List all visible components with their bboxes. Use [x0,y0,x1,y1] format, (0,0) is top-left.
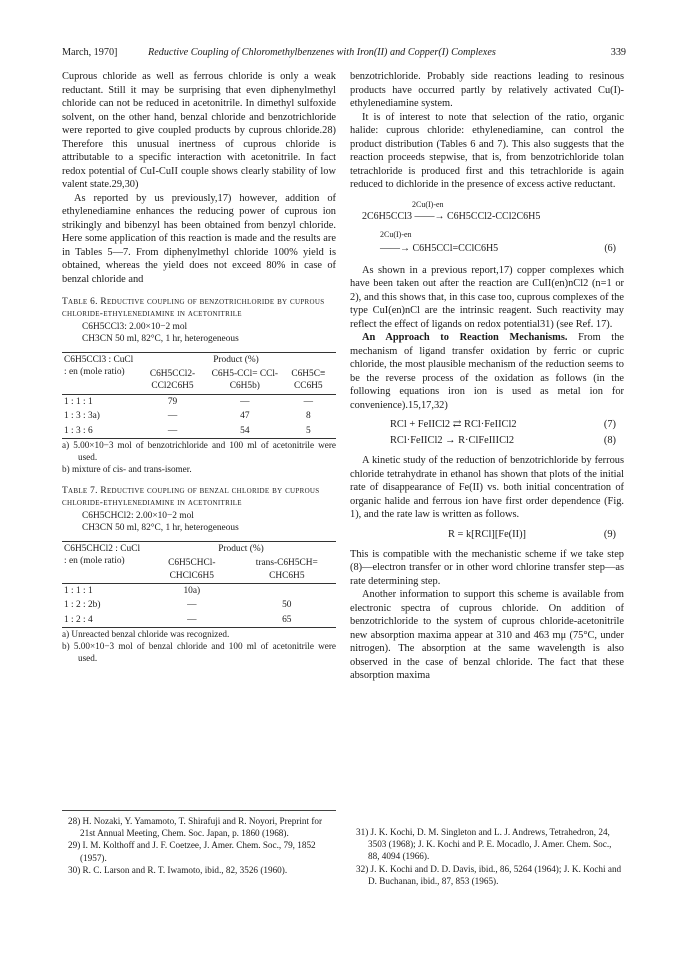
table-cell: — [187,600,197,611]
paragraph: benzotrichloride. Probably side reactions leading to resinous products have occurred partly by relatively activated Cu(I)-ethylenediamine system. [350,71,624,109]
column-header: C6H5CHCl-CHClC6H5 [146,556,238,583]
equation [350,434,624,448]
equation [350,528,624,542]
header-title: Reductive Coupling of Chloromethylbenzenes with Iron(II) and Copper(I) Complexes [148,47,496,58]
table-7 [62,485,336,664]
table-cell: 1 : 2 : 2b) [64,600,101,611]
table-footnote: b) 5.00×10−3 mol of benzal chloride and 100 ml of acetonitrile were used. [62,641,336,664]
section-heading: An Approach to Reaction Mechanisms. [362,332,568,343]
reference: 32) J. K. Kochi and D. D. Davis, ibid., 86, 5264 (1964); J. K. Kochi and D. Buchanan, ibid., 87, 853 (1965). [356,863,622,886]
right-column [350,70,624,683]
header-date: March, 1970] [62,47,118,58]
paragraph: Another information to support this scheme is available from electronic spectra of cuprous chloride. On addition of benzotrichloride to the system of cuprous chloride-acetonitrile new absorption maxima appear at 310 and 463 mμ (75°C, under nitrogen). The absorption at the same wavelength is also observed in the case of benzal chloride. The fact that these absorption maxima [350,589,624,681]
table-cell: 5 [281,424,336,439]
table-footnote: a) Unreacted benzal chloride was recognized. [62,629,230,640]
table-cell: — [146,613,238,628]
reaction-scheme [350,198,624,258]
table-row [62,583,336,598]
column-header: C6H5C≡ CC6H5 [281,367,336,394]
paragraph: As shown in a previous report,17) copper complexes which have been taken out after the reaction are CuII(en)nCl2 (n=1 or 2), and this shows that, in this case too, cuprous complexes of the type CuI(en)nCl are the intrinsic reagent. Such reactivity may reflect the effect of ligands on redox potential31) (see Ref. 17). [350,264,624,330]
paragraph: Cuprous chloride as well as ferrous chloride is only a weak reductant. Still it may be surprising that even diphenylmethyl chloride can not be reduced in acetonitrile. In dimethyl sulfoxide solvent, on the other hand, benzal chloride and benzotrichloride were reported to give coupled products by cuprous chloride.28) Therefore this unusual inertness of cuprous chloride is attributable to a specific interaction with acetonitrile. In fact redox potential of CuI-CuII couple shows clearly stability of low valent state.29,30) [62,71,336,190]
table-row [62,394,336,409]
table-cell: 65 [238,613,336,628]
column-header: C6H5CCl2-CCl2C6H5 [136,367,209,394]
table-footnote: a) 5.00×10−3 mol of benzotrichloride and 100 ml of acetonitrile were used. [62,440,336,463]
page-number: 339 [610,47,626,58]
column-header: Product (%) [136,352,336,367]
equation-body: RCl·FeIICl2 → R·ClFeIIICl2 [390,435,515,446]
table-cell: 1 : 1 : 1 [64,585,93,596]
table-cell: 79 [167,396,178,407]
reference: 29) I. M. Kolthoff and J. F. Coetzee, J. Amer. Chem. Soc., 79, 1852 (1957). [68,840,316,863]
reference: 31) J. K. Kochi, D. M. Singleton and L. J. Andrews, Tetrahedron, 24, 3503 (1968); J. K. Kochi and P. E. Mocadlo, J. Amer. Chem. Soc., 88, 4094 (1966). [356,827,612,862]
table-row [62,598,336,612]
table-cell: — [167,411,178,422]
equation-number: (6) [604,242,616,254]
table-row [62,424,336,439]
table-caption: Table 6. Reductive coupling of benzotrichloride by cuprous chloride-ethylenediamine in acetonitrile [62,297,325,320]
equation-number: (8) [603,435,616,446]
equation-number: (9) [603,528,616,540]
paragraph-text: From the mechanism of ligand transfer oxidation by ferric or cupric chloride, the most plausible mechanism of the reduction seems to be the reverse process of the oxidation as follows (in the following equations iron ion is used as metal ion for convenience).15,17,32) [350,332,624,411]
table-cell: 1 : 1 : 1 [64,396,93,407]
table-cell: 1 : 3 : 6 [62,424,136,439]
table-cell: 1 : 3 : 3a) [64,411,100,422]
column-header: C6H5CHCl2 : CuCl : en (mole ratio) [62,541,146,583]
table-condition: C6H5CCl3: 2.00×10−2 mol [82,321,188,332]
paragraph: This is compatible with the mechanistic scheme if we take step (8)—electron transfer or in other word chlorine transfer step—as rate determining step. [350,548,624,587]
table-cell: 1 : 2 : 4 [62,613,146,628]
equation-number: (7) [603,419,616,430]
table-condition: CH3CN 50 ml, 82°C, 1 hr, heterogeneous [82,334,239,345]
table-cell: 47 [240,411,250,422]
table-cell: 10a) [183,585,201,596]
table-cell [238,583,336,598]
column-header: C6H5CCl3 : CuCl : en (mole ratio) [62,352,136,394]
scheme-line: ——→ C6H5CCl=CClC6H5 [380,242,499,254]
paragraph [350,331,624,412]
reference: 28) H. Nozaki, Y. Yamamoto, T. Shirafuji and R. Noyori, Preprint for 21st Annual Meeting, Chem. Soc. Japan, p. 1860 (1968). [68,816,323,839]
arrow-label: 2Cu(I)-en [412,199,444,209]
table-condition: CH3CN 50 ml, 82°C, 1 hr, heterogeneous [82,523,239,534]
table-row [62,409,336,423]
column-header: C6H5-CCl= CCl-C6H5b) [209,367,281,394]
data-table [62,541,336,628]
running-header [62,47,626,61]
paragraph: It is of interest to note that selection of the ratio, organic halide: cuprous chloride: ethylenediamine, can control the product distribution (Tables 6 and 7). This also suggests that the reaction proceeds stepwise, that is, from benzotrichloride tolan tetrachloride is produced first and this tetrachloride is again reduced to dichloride in the presence of excess active reductant. [350,111,624,190]
table-6 [62,296,336,475]
table-footnote: b) mixture of cis- and trans-isomer. [62,464,192,475]
arrow-label: 2Cu(I)-en [380,229,412,239]
table-cell: 8 [305,411,311,422]
table-condition: C6H5CHCl2: 2.00×10−2 mol [82,510,194,521]
paragraph: A kinetic study of the reduction of benzotrichloride by ferrous chloride tetrahydrate in ethanol has shown that plots of the initial rate of disappearance of Fe(II) vs. both initial concentration of organic halide and ferrous ion have first order dependence (Fig. 1), and the rate law is written as follows. [350,455,624,520]
table-cell: — [303,396,313,407]
table-row [62,613,336,628]
table-cell: — [240,396,250,407]
table-cell: 54 [209,424,281,439]
paragraph: As reported by us previously,17) however, addition of ethylenediamine enhances the reducing power of cuprous ion strikingly and bibenzyl has been obtained from benzyl chloride. Here some application of this reaction is made and the results are in Tables 5—7. From diphenylmethyl chloride 100% yield is obtained, whereas the yield does not exceed 80% in case of benzal chloride and [62,192,336,285]
table-caption: Table 7. Reductive coupling of benzal chloride by cuprous chloride-ethylenediamine in acetonitrile [62,486,320,509]
table-cell: — [136,424,209,439]
reference: 30) R. C. Larson and R. T. Iwamoto, ibid., 82, 3526 (1960). [68,864,288,875]
data-table [62,352,336,439]
left-column [62,70,336,664]
table-cell: 50 [282,600,292,611]
references-left [62,810,336,876]
equation-body: R = k[RCl][Fe(II)] [447,528,526,540]
references-right [350,826,624,887]
column-header: trans-C6H5CH= CHC6H5 [238,556,336,583]
equation [350,418,624,432]
column-header: Product (%) [146,541,336,556]
equation-body: RCl + FeIICl2 ⇄ RCl·FeIICl2 [390,419,517,430]
scheme-line: 2C6H5CCl3 ——→ C6H5CCl2-CCl2C6H5 [362,210,541,222]
